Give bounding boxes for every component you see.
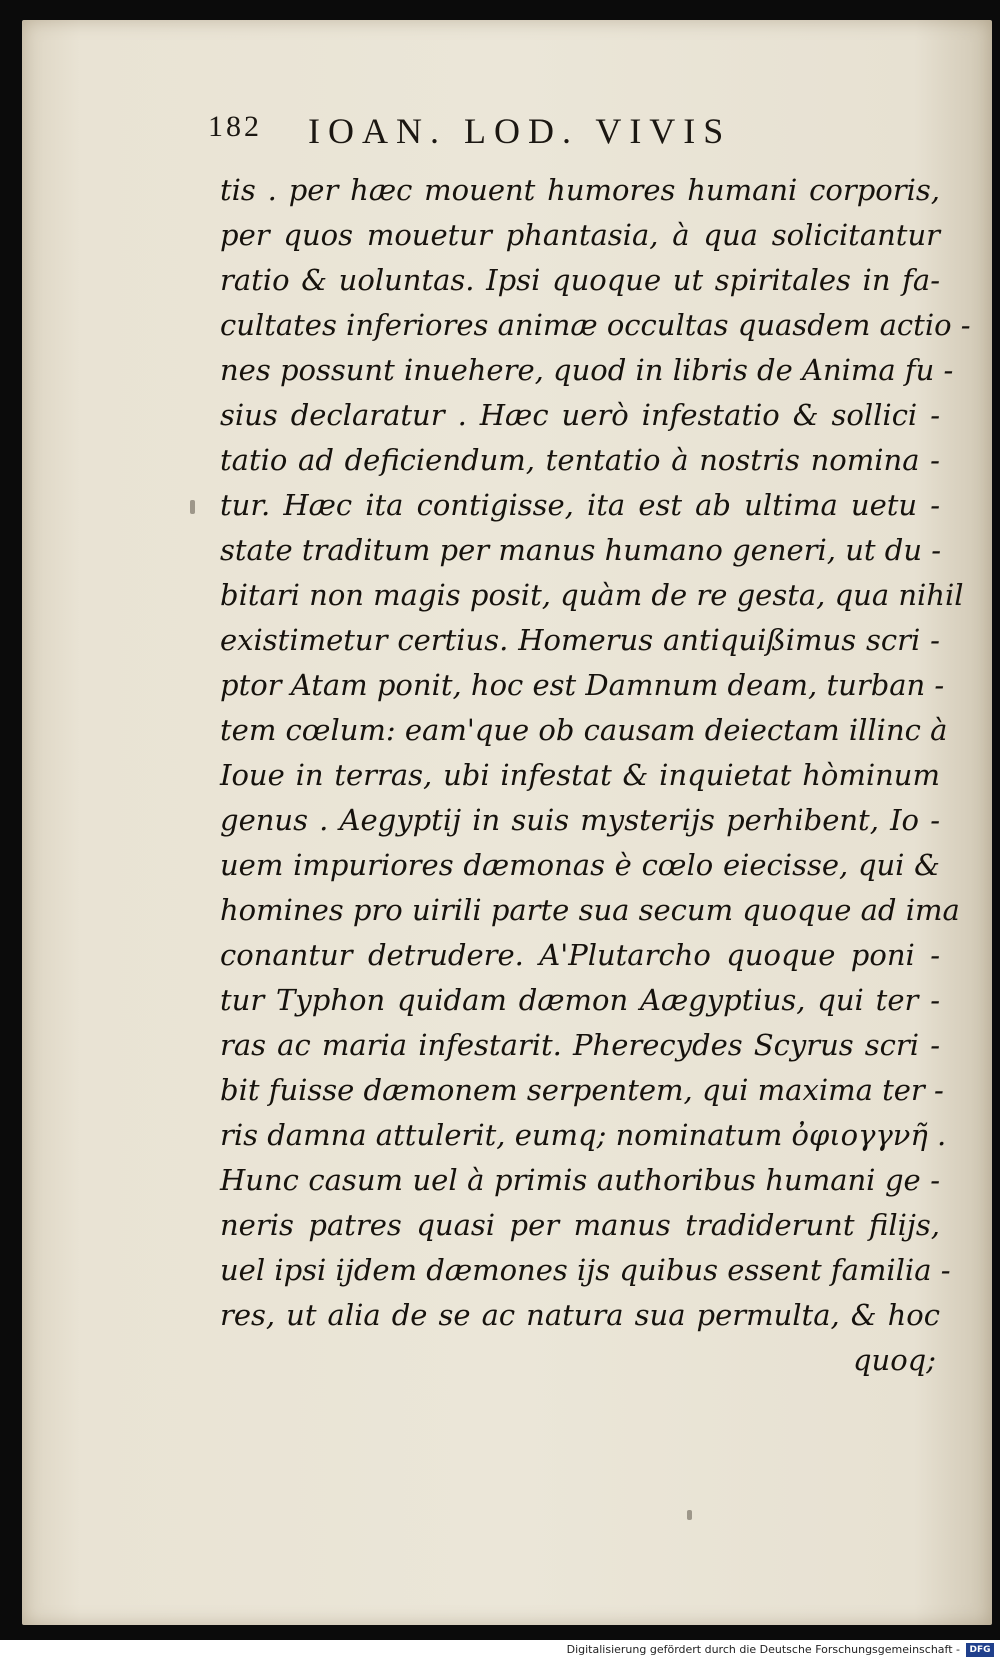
text-line: uem impuriores dæmonas è cœlo eiecisse, qui &	[220, 848, 940, 882]
ink-mark	[190, 500, 195, 514]
text-line: ptor Atam ponit, hoc est Damnum deam, turban -	[220, 668, 945, 702]
text-line: per quos mouetur phantasia, à qua solicitantur	[220, 218, 940, 252]
body-text	[220, 168, 971, 1383]
text-line: ras ac maria infestarit. Pherecydes Scyrus scri -	[220, 1028, 940, 1062]
text-line: ratio & uoluntas. Ipsi quoque ut spiritales in fa-	[220, 263, 940, 297]
page-number: 182	[208, 110, 262, 143]
text-line: state traditum per manus humano generi, ut du -	[220, 533, 942, 567]
text-line: tatio ad deficiendum, tentatio à nostris nomina -	[220, 443, 940, 477]
text-line: tur Typhon quidam dæmon Aægyptius, qui ter -	[220, 983, 940, 1017]
text-line: bitari non magis posit, quàm de re gesta, qua nihil	[220, 578, 964, 612]
text-line: sius declaratur . Hæc uerò infestatio & sollici -	[220, 398, 940, 432]
text-line: res, ut alia de se ac natura sua permulta, & hoc	[220, 1298, 940, 1332]
digitization-footer	[0, 1640, 1000, 1661]
running-head: IOAN. LOD. VIVIS	[308, 111, 732, 151]
page-header	[208, 110, 848, 164]
text-line: neris patres quasi per manus tradiderunt filijs,	[220, 1208, 940, 1242]
text-line: tis . per hæc mouent humores humani corporis,	[220, 173, 940, 207]
book-page	[22, 20, 992, 1625]
text-line: ris damna attulerit, eumq; nominatum ὀφιογγνῆ .	[220, 1118, 947, 1152]
text-line: genus . Aegyptij in suis mysterijs perhibent, Io -	[220, 803, 940, 837]
text-line: conantur detrudere. A'Plutarcho quoque poni -	[220, 938, 940, 972]
text-line: nes possunt inuehere, quod in libris de Anima fu -	[220, 353, 954, 387]
text-line: tur. Hæc ita contigisse, ita est ab ultima uetu -	[220, 488, 940, 522]
text-line: existimetur certius. Homerus antiquißimus scri -	[220, 623, 940, 657]
text-line: uel ipsi ijdem dæmones ijs quibus essent familia -	[220, 1253, 951, 1287]
text-line: cultates inferiores animæ occultas quasdem actio -	[220, 308, 971, 342]
text-line: bit fuisse dæmonem serpentem, qui maxima ter -	[220, 1073, 944, 1107]
text-line: Ioue in terras, ubi infestat & inquietat hòminum	[220, 758, 940, 792]
dfg-logo-icon: DFG	[966, 1643, 994, 1657]
footer-credit: Digitalisierung gefördert durch die Deutsche Forschungsgemeinschaft -	[566, 1643, 960, 1656]
catchword: quoq;	[852, 1343, 936, 1377]
text-line: Hunc casum uel à primis authoribus humani ge -	[220, 1163, 940, 1197]
text-line: tem cœlum: eam'que ob causam deiectam illinc à	[220, 713, 948, 747]
text-line: homines pro uirili parte sua secum quoque ad ima	[220, 893, 960, 927]
ink-mark	[687, 1510, 692, 1520]
